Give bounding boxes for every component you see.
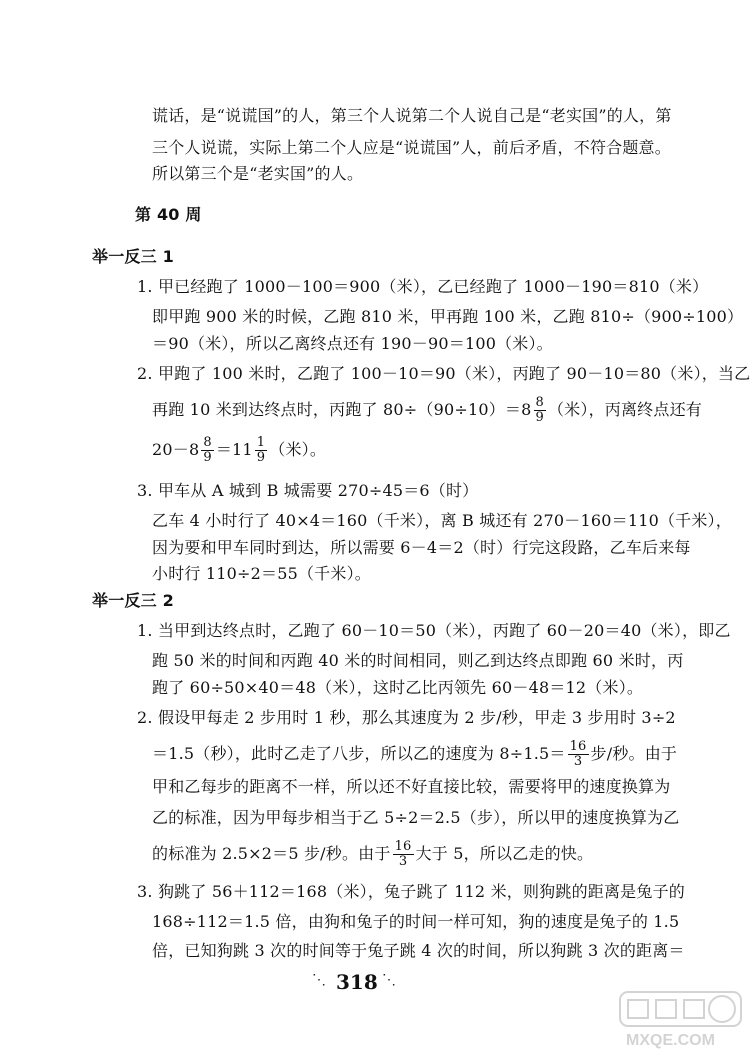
fraction-numerator: 8	[535, 395, 544, 410]
section-2-heading: 举一反三 2	[92, 591, 174, 610]
s2-q3-line-1: 3. 狗跳了 56＋112＝168（米），兔子跳了 112 米，则狗跳的距离是兔子的	[137, 882, 685, 901]
fraction-denominator: 9	[203, 450, 212, 465]
fraction-denominator: 9	[535, 410, 544, 425]
s1-q3-line-3: 因为要和甲车同时到达，所以需要 6－4＝2（时）行完这段路，乙车后来每	[152, 538, 691, 557]
s2-q2-line-2-text-a: ＝1.5（秒），此时乙走了八步，所以乙的速度为 8÷1.5＝	[152, 744, 566, 763]
s1-q2-line-1: 2. 甲跑了 100 米时，乙跑了 100－10＝90（米），丙跑了 90－10＝80（米），当乙	[137, 364, 750, 383]
s1-q3-line-1: 3. 甲车从 A 城到 B 城需要 270÷45＝6（时）	[137, 481, 479, 500]
s2-q3-line-2: 168÷112＝1.5 倍，由狗和兔子的时间一样可知，狗的速度是兔子的 1.5	[152, 912, 680, 931]
s1-q2-line-3-text-b: ＝11	[215, 440, 253, 459]
s2-q2-line-2-text-b: 步/秒。由于	[590, 744, 678, 763]
s2-q2-line-5-text-b: 大于 5，所以乙走的快。	[415, 844, 594, 863]
s2-q1-line-2: 跑 50 米的时间和丙跑 40 米的时间相同，则乙到达终点即跑 60 米时，丙	[152, 651, 684, 670]
s1-q2-line-3-text-a: 20－8	[152, 440, 200, 459]
fraction	[568, 740, 589, 769]
fraction-numerator: 1	[256, 435, 266, 450]
s1-q1-line-3: ＝90（米），所以乙离终点还有 190－90＝100（米）。	[152, 334, 553, 353]
s1-q2-line-3	[152, 436, 326, 465]
fraction-numerator: 8	[203, 435, 212, 450]
fraction	[393, 840, 414, 869]
page-number: 318	[336, 970, 378, 994]
s1-q2-line-2-text-b: （米），丙离终点还有	[547, 400, 702, 419]
section-1-heading: 举一反三 1	[92, 247, 174, 266]
fraction	[201, 436, 213, 465]
s1-q2-line-3-text-c: （米）。	[269, 440, 327, 459]
s1-q3-line-4: 小时行 110÷2＝55（千米）。	[152, 564, 371, 583]
s2-q3-line-3: 倍，已知狗跳 3 次的时间等于兔子跳 4 次的时间，所以狗跳 3 次的距离＝	[152, 941, 685, 960]
watermark-text: MXQE.COM	[626, 1032, 715, 1049]
decorative-dots-left: ⋱	[312, 972, 326, 988]
fraction-numerator: 16	[394, 839, 412, 854]
fraction-numerator: 16	[569, 739, 587, 754]
fraction-denominator: 9	[256, 450, 266, 465]
s2-q2-line-5	[152, 840, 593, 869]
s2-q2-line-2	[152, 740, 677, 769]
intro-line-1: 谎话，是“说谎国”的人，第三个人说第二个人说自己是“老实国”的人，第	[152, 106, 672, 125]
s2-q2-line-1: 2. 假设甲每走 2 步用时 1 秒，那么其速度为 2 步/秒，甲走 3 步用时 3÷2	[137, 708, 676, 727]
s1-q1-line-1: 1. 甲已经跑了 1000－100＝900（米），乙已经跑了 1000－190＝810（米）	[137, 277, 709, 296]
fraction	[255, 436, 267, 465]
intro-line-2: 三个人说谎，实际上第二个人应是“说谎国”人，前后矛盾，不符合题意。	[152, 138, 671, 157]
s2-q1-line-3: 跑了 60÷50×40＝48（米），这时乙比丙领先 60－48＝12（米）。	[152, 678, 644, 697]
fraction-denominator: 3	[573, 754, 583, 769]
decorative-dots-right: ⋱	[382, 972, 396, 988]
s2-q2-line-4: 乙的标准，因为甲每步相当于乙 5÷2＝2.5（步），所以甲的速度换算为乙	[152, 808, 680, 827]
s1-q2-line-2	[152, 396, 702, 425]
intro-line-3: 所以第三个是“老实国”的人。	[152, 164, 364, 183]
s1-q3-line-2: 乙车 4 小时行了 40×4＝160（千米），离 B 城还有 270－160＝110（千米），	[152, 511, 732, 530]
fraction-denominator: 3	[398, 854, 408, 869]
watermark-logo	[618, 990, 743, 1050]
s2-q2-line-5-text-a: 的标准为 2.5×2＝5 步/秒。由于	[152, 844, 391, 863]
s2-q2-line-3: 甲和乙每步的距离不一样，所以还不好直接比较，需要将甲的速度换算为	[152, 777, 671, 796]
s1-q2-line-2-text-a: 再跑 10 米到达终点时，丙跑了 80÷（90÷10）＝8	[152, 400, 532, 419]
week-title: 第 40 周	[135, 205, 202, 224]
s2-q1-line-1: 1. 当甲到达终点时，乙跑了 60－10＝50（米），丙跑了 60－20＝40（米），即乙	[137, 621, 731, 640]
s1-q1-line-2: 即甲跑 900 米的时候，乙跑 810 米，甲再跑 100 米，乙跑 810÷（900÷100）	[152, 307, 744, 326]
fraction	[534, 396, 546, 425]
